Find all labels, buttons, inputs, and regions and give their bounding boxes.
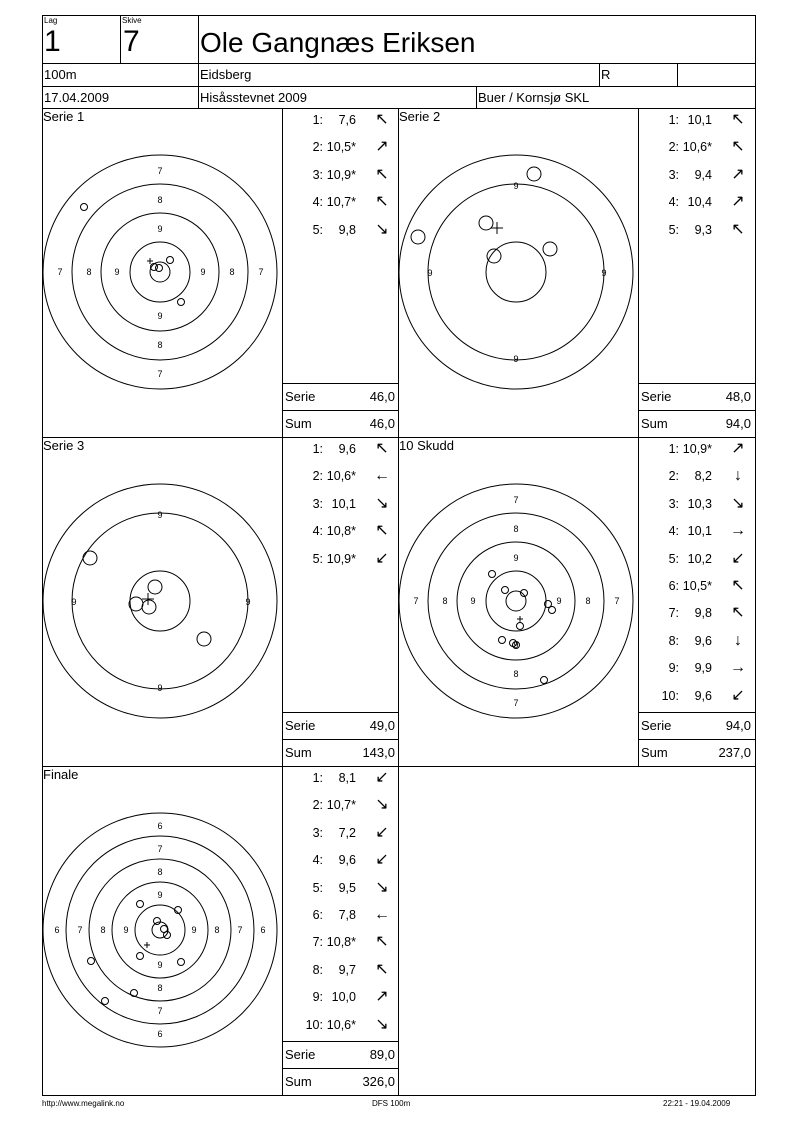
shooter-name: Ole Gangnæs Eriksen [200, 27, 476, 58]
svg-text:8: 8 [585, 596, 591, 606]
lag-label: Lag [44, 16, 58, 25]
shot-direction-arrow-icon: ↗ [375, 138, 389, 156]
club: Eidsberg [200, 67, 252, 82]
shot-direction-arrow-icon: ↘ [375, 220, 389, 238]
target-serie-3 [42, 479, 282, 719]
sum-label: Sum [285, 1074, 312, 1089]
shot-number: 5: [312, 551, 323, 566]
shot-value: 10,1 [687, 524, 712, 539]
shot-direction-arrow-icon: ↗ [731, 440, 745, 457]
sum-label: Sum [285, 745, 312, 760]
svg-text:7: 7 [258, 267, 264, 277]
serie-3-value: 49,0 [369, 718, 395, 733]
shot-row [639, 686, 754, 705]
shot-number: 2: [668, 469, 679, 484]
shot-value: 10,3 [687, 496, 712, 511]
shot-direction-arrow-icon: ↖ [731, 220, 745, 238]
shot-value: 9,9 [694, 661, 712, 676]
svg-text:8: 8 [513, 669, 519, 679]
svg-text:9: 9 [556, 596, 562, 606]
shot-number: 5: [668, 551, 679, 566]
shot-value: 9,4 [694, 167, 712, 182]
svg-text:6: 6 [54, 925, 60, 935]
shot-direction-arrow-icon: ↗ [731, 165, 745, 183]
shot-direction-arrow-icon: ↖ [375, 960, 389, 978]
svg-text:8: 8 [157, 983, 163, 993]
shot-row [639, 220, 754, 239]
shot-value: 9,5 [338, 880, 356, 895]
shot-row [283, 960, 398, 979]
shot-direction-arrow-icon: ↖ [731, 138, 745, 156]
shot-direction-arrow-icon: ← [374, 467, 390, 485]
shot-value: 10,5* [682, 579, 712, 593]
shot-row [283, 990, 398, 1006]
svg-text:7: 7 [157, 844, 163, 854]
shot-direction-arrow-icon: ↘ [731, 494, 745, 512]
shot-direction-arrow-icon: ↙ [375, 769, 389, 786]
shot-direction-arrow-icon: → [730, 659, 746, 677]
shot-value: 10,2 [687, 551, 712, 566]
shot-direction-arrow-icon: ↖ [375, 522, 389, 540]
shot-row [283, 878, 398, 897]
range: Buer / Kornsjø SKL [478, 90, 590, 105]
svg-text:8: 8 [100, 925, 106, 935]
svg-text:8: 8 [157, 195, 163, 205]
shot-direction-arrow-icon: ↘ [375, 494, 389, 512]
shot-row [283, 823, 398, 842]
svg-text:9: 9 [513, 640, 519, 650]
shot-row [283, 220, 398, 239]
shot-number: 1: [312, 113, 323, 127]
svg-text:9: 9 [245, 597, 251, 607]
shot-direction-arrow-icon: ↓ [734, 631, 742, 649]
shot-number: 8: [668, 633, 679, 648]
footer-url[interactable]: http://www.megalink.no [42, 1099, 125, 1108]
finale-sum: 326,0 [362, 1074, 395, 1089]
finale-value: 89,0 [369, 1047, 395, 1062]
svg-text:8: 8 [157, 867, 163, 877]
svg-text:8: 8 [157, 340, 163, 350]
serie-label: Serie [285, 1047, 316, 1062]
shot-direction-arrow-icon: ↘ [375, 1015, 389, 1033]
shot-value: 8,2 [694, 469, 712, 484]
shot-number: 4: [668, 195, 679, 210]
panel-title-finale: Finale [43, 767, 79, 782]
shot-direction-arrow-icon: ↗ [375, 988, 389, 1006]
svg-text:6: 6 [157, 1029, 163, 1039]
shot-value: 9,3 [694, 222, 712, 237]
shot-number: 1: [312, 442, 323, 456]
shot-row [639, 113, 754, 129]
svg-text:9: 9 [513, 181, 519, 191]
svg-text:8: 8 [442, 596, 448, 606]
svg-text:8: 8 [513, 524, 519, 534]
shot-number: 1: [668, 442, 679, 456]
footer-timestamp: 22:21 - 19.04.2009 [663, 1099, 731, 1108]
shot-row [283, 195, 398, 211]
shot-value: 7,8 [338, 908, 356, 922]
shot-row [283, 935, 398, 951]
svg-text:9: 9 [513, 354, 519, 364]
serie-label: Serie [285, 718, 316, 733]
svg-text:6: 6 [260, 925, 266, 935]
shot-number: 5: [312, 880, 323, 895]
shot-row [283, 113, 398, 129]
shot-number: 3: [668, 167, 679, 182]
serie-1-value: 46,0 [369, 389, 395, 404]
shot-direction-arrow-icon: ↙ [375, 549, 389, 567]
shot-number: 2: [312, 798, 323, 813]
shot-number: 9: [312, 990, 323, 1005]
shot-value: 10,0 [331, 990, 356, 1005]
shot-value: 9,7 [338, 962, 356, 977]
shot-row [283, 853, 398, 869]
shot-direction-arrow-icon: ↙ [731, 549, 745, 567]
shot-row [639, 469, 754, 485]
shot-value: 9,8 [694, 606, 712, 621]
shot-direction-arrow-icon: ↘ [375, 878, 389, 896]
svg-text:9: 9 [114, 267, 120, 277]
shot-row [639, 549, 754, 568]
svg-text:9: 9 [157, 311, 163, 321]
shot-direction-arrow-icon: ← [374, 906, 390, 923]
target-finale [42, 808, 282, 1048]
shot-direction-arrow-icon: ↖ [375, 440, 389, 457]
svg-text:7: 7 [57, 267, 63, 277]
serie-label: Serie [285, 389, 316, 404]
shot-row [283, 908, 398, 924]
shot-number: 4: [668, 524, 679, 539]
shot-row [283, 549, 398, 568]
svg-text:9: 9 [157, 960, 163, 970]
serie-2-sum: 94,0 [725, 416, 751, 431]
shot-direction-arrow-icon: ↗ [731, 193, 745, 211]
shot-direction-arrow-icon: → [730, 522, 746, 540]
shot-row [283, 140, 398, 156]
shot-number: 10: [661, 688, 679, 703]
svg-text:8: 8 [86, 267, 92, 277]
shot-row [639, 494, 754, 513]
panel-title-10-skudd: 10 Skudd [399, 438, 454, 453]
sum-label: Sum [285, 416, 312, 431]
shot-number: 3: [668, 496, 679, 511]
shot-direction-arrow-icon: ↙ [375, 851, 389, 869]
shot-row [283, 469, 398, 485]
shot-row [639, 579, 754, 595]
shot-row [639, 140, 754, 156]
shot-direction-arrow-icon: ↓ [734, 467, 742, 485]
shot-value: 8,1 [338, 771, 356, 785]
shot-row [639, 606, 754, 622]
panel-title-serie-2: Serie 2 [399, 109, 441, 124]
shot-number: 6: [312, 908, 323, 922]
svg-text:7: 7 [157, 369, 163, 379]
svg-text:9: 9 [200, 267, 206, 277]
shot-direction-arrow-icon: ↖ [731, 577, 745, 594]
shot-number: 3: [312, 825, 323, 840]
shot-direction-arrow-icon: ↖ [375, 933, 389, 951]
shot-number: 6: [668, 579, 679, 593]
sum-label: Sum [641, 416, 668, 431]
svg-text:7: 7 [77, 925, 83, 935]
shot-row [283, 771, 398, 787]
svg-text:6: 6 [157, 821, 163, 831]
serie-1-sum: 46,0 [369, 416, 395, 431]
svg-text:7: 7 [157, 166, 163, 176]
shot-value: 7,6 [338, 113, 356, 127]
shot-number: 1: [668, 113, 679, 127]
shot-number: 4: [312, 195, 323, 210]
shot-value: 9,6 [338, 853, 356, 868]
shot-direction-arrow-icon: ↙ [731, 686, 745, 704]
svg-text:9: 9 [157, 890, 163, 900]
shot-value: 10,9* [326, 551, 356, 566]
shot-value: 10,7* [326, 798, 356, 813]
shot-row [639, 165, 754, 184]
serie-label: Serie [641, 389, 672, 404]
shot-value: 10,8* [326, 524, 356, 539]
svg-text:7: 7 [413, 596, 419, 606]
10-skudd-value: 94,0 [725, 718, 751, 733]
shot-number: 7: [312, 935, 323, 950]
shot-value: 10,4 [687, 195, 712, 210]
shot-value: 10,9* [326, 167, 356, 182]
footer-center: DFS 100m [372, 1099, 411, 1108]
svg-text:7: 7 [513, 495, 519, 505]
shot-row [283, 524, 398, 540]
10-skudd-sum: 237,0 [718, 745, 751, 760]
shot-value: 9,6 [694, 688, 712, 703]
serie-2-value: 48,0 [725, 389, 751, 404]
shot-number: 2: [312, 469, 323, 484]
shot-row [639, 524, 754, 540]
shot-value: 10,9* [682, 442, 712, 456]
svg-text:9: 9 [191, 925, 197, 935]
svg-text:9: 9 [513, 553, 519, 563]
shot-value: 9,6 [338, 442, 356, 456]
shot-direction-arrow-icon: ↖ [375, 193, 389, 211]
sum-label: Sum [641, 745, 668, 760]
target-10-skudd [398, 479, 638, 719]
shot-row [283, 798, 398, 814]
svg-text:9: 9 [157, 224, 163, 234]
shot-value: 10,1 [687, 113, 712, 127]
svg-text:7: 7 [157, 1006, 163, 1016]
shot-value: 10,6* [326, 469, 356, 484]
shot-row [283, 1015, 398, 1034]
shot-number: 8: [312, 962, 323, 977]
target-serie-2 [398, 150, 638, 390]
shot-value: 10,1 [331, 496, 356, 511]
shot-number: 4: [312, 853, 323, 868]
shot-value: 7,2 [338, 825, 356, 840]
svg-text:9: 9 [123, 925, 129, 935]
svg-text:7: 7 [513, 698, 519, 708]
svg-text:9: 9 [157, 510, 163, 520]
svg-text:9: 9 [601, 268, 607, 278]
date: 17.04.2009 [44, 90, 110, 105]
shot-direction-arrow-icon: ↘ [375, 796, 389, 814]
shot-row [283, 494, 398, 513]
shot-number: 9: [668, 661, 679, 676]
shot-row [283, 442, 398, 458]
skive-value: 7 [123, 25, 140, 58]
svg-text:8: 8 [229, 267, 235, 277]
serie-label: Serie [641, 718, 672, 733]
shot-value: 10,5* [326, 140, 356, 155]
shot-value: 10,7* [326, 195, 356, 210]
shot-row [639, 442, 754, 458]
shot-value: 10,8* [326, 935, 356, 950]
shot-number: 3: [312, 496, 323, 511]
svg-text:8: 8 [214, 925, 220, 935]
shot-direction-arrow-icon: ↙ [375, 823, 389, 841]
shot-number: 5: [312, 222, 323, 237]
shot-number: 1: [312, 771, 323, 785]
shot-value: 10,6* [682, 140, 712, 155]
skive-label: Skive [122, 16, 142, 25]
shot-row [283, 165, 398, 184]
shot-direction-arrow-icon: ↖ [375, 165, 389, 183]
shot-value: 9,6 [694, 633, 712, 648]
shot-direction-arrow-icon: ↖ [731, 111, 745, 128]
shot-row [639, 661, 754, 677]
panel-title-serie-1: Serie 1 [43, 109, 85, 124]
svg-text:7: 7 [614, 596, 620, 606]
class: R [601, 67, 611, 82]
shot-number: 2: [312, 140, 323, 155]
shot-value: 9,8 [338, 222, 356, 237]
shot-number: 7: [668, 606, 679, 621]
shot-row [639, 195, 754, 211]
shot-number: 10: [305, 1017, 323, 1032]
shot-row [639, 631, 754, 650]
svg-text:9: 9 [470, 596, 476, 606]
lag-value: 1 [44, 25, 61, 58]
distance: 100m [44, 67, 77, 82]
svg-text:7: 7 [237, 925, 243, 935]
shot-number: 5: [668, 222, 679, 237]
panel-title-serie-3: Serie 3 [43, 438, 85, 453]
shot-value: 10,6* [326, 1017, 356, 1032]
svg-text:9: 9 [71, 597, 77, 607]
shot-number: 4: [312, 524, 323, 539]
svg-text:9: 9 [157, 683, 163, 693]
shot-direction-arrow-icon: ↖ [731, 604, 745, 622]
target-serie-1 [42, 150, 282, 390]
shot-number: 2: [668, 140, 679, 155]
shot-number: 3: [312, 167, 323, 182]
svg-text:9: 9 [427, 268, 433, 278]
shot-direction-arrow-icon: ↖ [375, 111, 389, 128]
event: Hisåsstevnet 2009 [200, 90, 307, 105]
serie-3-sum: 143,0 [362, 745, 395, 760]
